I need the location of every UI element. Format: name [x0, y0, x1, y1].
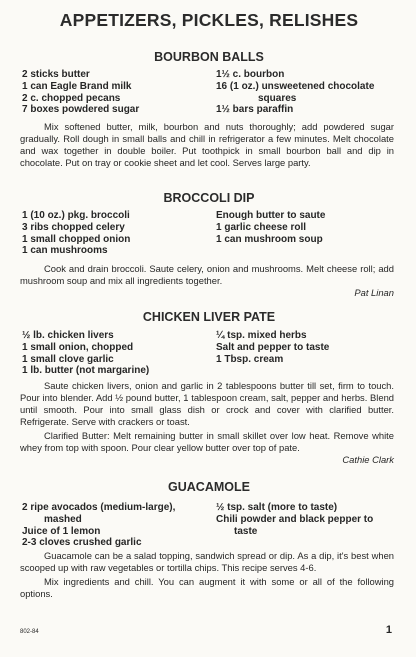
- recipe-directions: Mix ingredients and chill. You can augment it with some or all of the following options.: [20, 576, 394, 599]
- ingredient: 16 (1 oz.) unsweetened chocolate: [216, 80, 375, 92]
- recipe-title-broccoli-dip: BROCCOLI DIP: [163, 191, 255, 205]
- recipe-directions: Mix softened butter, milk, bourbon and nuts thoroughly; add powdered sugar gradually. Roll dough in small balls and chill in refrigerator a few minutes. Melt chocolate and wax together in double boiler. Put toothpick in small bourbon ball and dip in chocolate. Put on tray or cookie sheet and let cool. Serves large party.: [20, 121, 394, 168]
- page-number: 1: [385, 624, 392, 636]
- ingredient: 1 lb. butter (not margarine): [22, 365, 150, 377]
- ingredient: 1 can Eagle Brand milk: [22, 80, 132, 92]
- footer-code: 802-84: [20, 629, 39, 635]
- ingredient: ¼ tsp. mixed herbs: [216, 330, 307, 341]
- ingredient: Chili powder and black pepper to: [216, 513, 374, 525]
- recipe-title-guacamole: GUACAMOLE: [168, 480, 250, 494]
- ingredient: 1 (10 oz.) pkg. broccoli: [22, 210, 130, 221]
- ingredients-left: [22, 330, 149, 377]
- ingredient: mashed: [44, 513, 82, 525]
- ingredient: 3 ribs chopped celery: [22, 221, 125, 233]
- ingredients-left: [22, 502, 175, 549]
- ingredients-right: [216, 502, 373, 537]
- recipe-directions: Guacamole can be a salad topping, sandwich spread or dip. As a dip, it's best when scooped up with raw vegetables or tortilla chips. This recipe serves 4-6.: [20, 550, 394, 573]
- ingredient: 2 sticks butter: [22, 69, 90, 80]
- ingredient: 1 Tbsp. cream: [216, 353, 284, 365]
- ingredient: squares: [258, 92, 297, 104]
- ingredient: 1½ c. bourbon: [216, 69, 285, 80]
- ingredients-right: [216, 210, 325, 245]
- ingredient: 1 small clove garlic: [22, 353, 114, 365]
- ingredient: 1 small onion, chopped: [22, 341, 134, 353]
- ingredient: 2-3 cloves crushed garlic: [22, 537, 142, 549]
- chapter-title: APPETIZERS, PICKLES, RELISHES: [59, 10, 359, 30]
- ingredient: 1 garlic cheese roll: [216, 221, 307, 233]
- recipe-directions: Clarified Butter: Melt remaining butter in small skillet over low heat. Remove white whey from top with spoon. Pour clear yellow butter over top of pate.: [20, 430, 394, 453]
- ingredient: 1½ bars paraffin: [216, 104, 294, 116]
- recipe-title-bourbon-balls: BOURBON BALLS: [154, 50, 264, 64]
- ingredient: Salt and pepper to taste: [216, 341, 330, 353]
- ingredient: 1 can mushroom soup: [216, 233, 323, 245]
- ingredients-left: [22, 210, 130, 257]
- ingredients-left: [22, 69, 139, 116]
- recipe-directions: Saute chicken livers, onion and garlic in 2 tablespoons butter till set, firm to touch. Pour into blender. Add ½ pound butter, 1 tablespoon cream, salt, pepper and herbs. Blend until smooth. Pour into small glass dish or crock and cover with clarified butter. Refrigerate. Serve with crackers or toast.: [20, 380, 394, 427]
- ingredients-right: [216, 330, 329, 365]
- ingredient: ½ tsp. salt (more to taste): [216, 502, 338, 513]
- recipe-credit: Pat Linan: [354, 287, 394, 298]
- ingredient: Enough butter to saute: [216, 210, 326, 221]
- ingredient: 7 boxes powdered sugar: [22, 104, 140, 116]
- recipe-title-chicken-liver-pate: CHICKEN LIVER PATE: [142, 310, 276, 324]
- ingredient: 1 can mushrooms: [22, 245, 108, 257]
- ingredient: Juice of 1 lemon: [22, 525, 101, 537]
- ingredient: taste: [234, 525, 258, 537]
- ingredient: 2 ripe avocados (medium-large),: [22, 502, 176, 513]
- ingredient: 1 small chopped onion: [22, 233, 131, 245]
- recipe-credit: Cathie Clark: [342, 454, 394, 465]
- ingredient: 2 c. chopped pecans: [22, 92, 121, 104]
- ingredients-right: [216, 69, 374, 116]
- ingredient: ½ lb. chicken livers: [22, 330, 114, 341]
- recipe-directions: Cook and drain broccoli. Saute celery, onion and mushrooms. Melt cheese roll; add mushroom soup and mix all ingredients together.: [20, 263, 394, 286]
